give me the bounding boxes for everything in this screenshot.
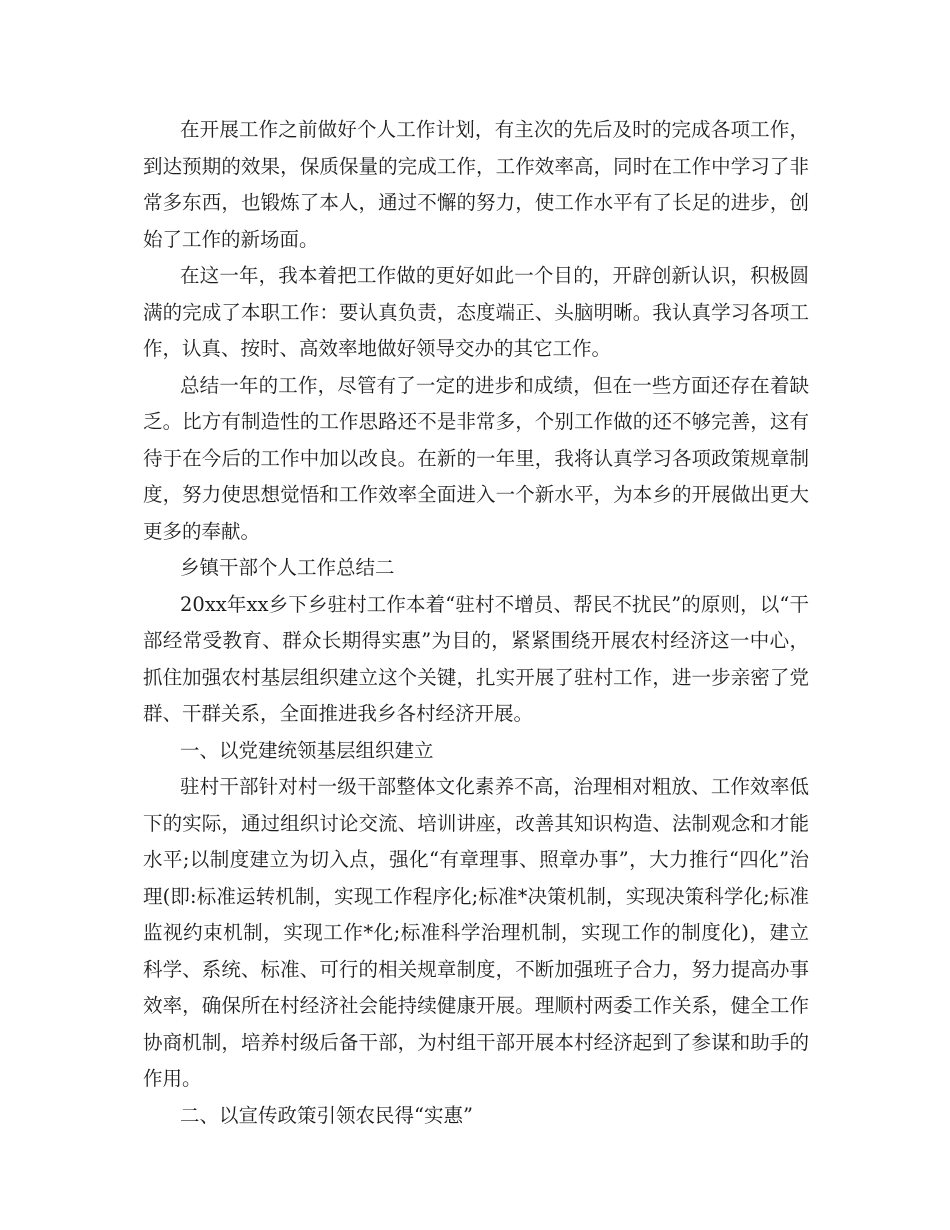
heading-party-building: 一、以党建统领基层组织建立 xyxy=(180,738,434,762)
heading-policy-publicity: 二、以宣传政策引领农民得“实惠” xyxy=(180,1103,473,1127)
paragraph-village-work: 20xx年xx乡下乡驻村工作本着“驻村不增员、帮民不扰民”的原则，以“干部经常受教育、群众长期得实惠”为目的，紧紧围绕开展农村经济这一中心，抓住加强农村基层组织建立这个关键，扎实开展了驻村工作，进一步亲密了党群、干群关系，全面推进我乡各村经济开展。 xyxy=(143,592,809,725)
section-title-summary-two: 乡镇干部个人工作总结二 xyxy=(180,556,395,579)
paragraph-this-year: 在这一年，我本着把工作做的更好如此一个目的，开辟创新认识，积极圆满的完成了本职工作：要认真负责，态度端正、头脑明晰。我认真学习各项工作，认真、按时、高效率地做好领导交办的其它工作。 xyxy=(143,264,809,360)
paragraph-village-cadres: 驻村干部针对村一级干部整体文化素养不高，治理相对粗放、工作效率低下的实际，通过组织讨论交流、培训讲座，改善其知识构造、法制观念和才能水平;以制度建立为切入点，强化“有章理事、照章办事”，大力推行“四化”治理(即:标准运转机制，实现工作程序化;标准*决策机制，实现决策科学化;标准监视约束机制，实现工作*化;标准科学治理机制，实现工作的制度化)，建立科学、系统、标准、可行的相关规章制度，不断加强班子合力，努力提高办事效率，确保所在村经济社会能持续健康开展。理顺村两委工作关系，健全工作协商机制，培养村级后备干部，为村组干部开展本村经济起到了参谋和助手的作用。 xyxy=(143,775,809,1090)
paragraph-summary: 总结一年的工作，尽管有了一定的进步和成绩，但在一些方面还存在着缺乏。比方有制造性的工作思路还不是非常多，个别工作做的还不够完善，这有待于在今后的工作中加以改良。在新的一年里，我将认真学习各项政策规章制度，努力使思想觉悟和工作效率全面进入一个新水平，为本乡的开展做出更大更多的奉献。 xyxy=(143,373,809,543)
document-body xyxy=(143,112,809,1134)
paragraph-work-plan: 在开展工作之前做好个人工作计划，有主次的先后及时的完成各项工作，到达预期的效果，保质保量的完成工作，工作效率高，同时在工作中学习了非常多东西，也锻炼了本人，通过不懈的努力，使工作水平有了长足的进步，创始了工作的新场面。 xyxy=(143,118,809,251)
